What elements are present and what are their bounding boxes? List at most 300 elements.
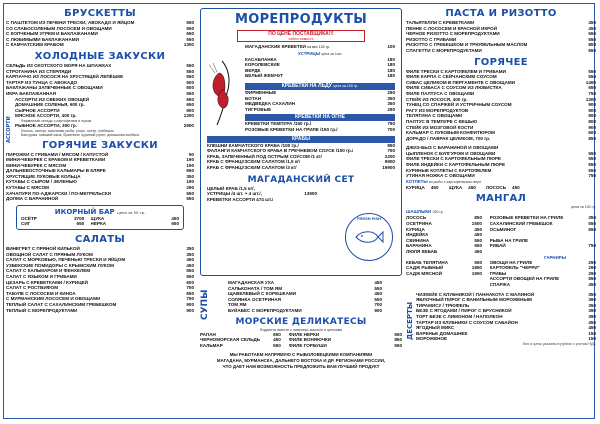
item-description: Бастурма, говяжий язык, буженина, куриный рулет, домашняя колбаса <box>21 132 140 137</box>
item-name: ФИЛЕ ТРЕСКИ С КАРТОФЕЛЕМ И ГРИБАМИ <box>406 68 506 74</box>
item-price: 150 <box>588 330 596 336</box>
item-price: 550 <box>273 342 281 348</box>
stamp-text: FRESH FISH <box>357 216 381 221</box>
item-price: 550 <box>186 274 194 279</box>
item-price: 180 <box>387 56 395 62</box>
item-description: Фирменная сельдь с картофелем и луком <box>21 118 92 123</box>
item-price: 750 <box>588 90 596 96</box>
item-price: 550 <box>186 20 194 25</box>
item-price: 900 <box>186 107 194 113</box>
item-price: 650 <box>588 85 596 91</box>
item-name: БОТАН <box>245 95 262 101</box>
item-price: 650 <box>171 221 179 227</box>
menu-item <box>207 165 395 171</box>
item-name: АССОРТИ ОВОЩЕЙ НА ГРИЛЕ <box>489 276 560 282</box>
item-price: 290 <box>387 89 395 95</box>
seafood-title: МОРЕПРОДУКТЫ <box>234 12 368 27</box>
delicacies-title: МОРСКИЕ ДЕЛИКАТЕСЫ <box>235 316 367 327</box>
item-price: 600 <box>186 85 194 91</box>
item-price: 850 <box>387 142 395 148</box>
item-name: ЩУКА <box>448 184 463 190</box>
item-name: ТЕПЛЫЙ С МОРЕПРОДУКТАМИ <box>6 307 78 313</box>
desserts-list <box>416 292 596 342</box>
item-name: ФИЛЕ ПАЛТУСА С ОВОЩАМИ <box>406 90 475 96</box>
item-name: УСТРИЦЫ /4 шт. + 4 шт./, <box>207 191 262 197</box>
item-name: ГРИБЫ <box>489 270 507 276</box>
item-name: ДОМАШНИЕ СОЛЕНЬЯ, 600 гр. <box>15 102 85 108</box>
item-name: ХРУСТЯЩИЕ ЛУКОВЫЕ КОЛЬЦА <box>6 173 81 179</box>
item-price: 350 <box>186 173 194 179</box>
item-name: МОРОЖЕНОЕ <box>416 336 448 342</box>
item-name: СПАРЖА <box>489 281 511 287</box>
item-name: С ПАШТЕТОМ ИЗ ПЕЧЕНИ ТРЕСКИ, АВОКАДО И ЯЙЦОМ <box>6 20 135 25</box>
item-name: КУТАБЫ С МЯСОМ <box>6 185 50 191</box>
item-name: КАРПАЧЧО ИЗ ЛОСОСЯ НА ХРУСТЯЩЕЙ ЛЕПЁШКЕ <box>6 74 124 80</box>
item-name: СТЕЙК ИЗ МОЗГОВОЙ КОСТИ <box>406 124 474 130</box>
fresh-fish-stamp <box>345 213 393 261</box>
menu-item <box>449 185 476 191</box>
fish-icon <box>354 230 384 244</box>
item-name: ИКРА БАКЛАЖАННАЯ <box>6 90 56 96</box>
item-price: 550 <box>186 196 194 202</box>
item-name: МИНИ-ЧЕБУРЕК С КРАБОМ И КРЕВЕТКАМИ <box>6 157 106 163</box>
grill-list-2 <box>406 260 596 288</box>
left-column <box>6 8 194 313</box>
caviar-note: цена за 50 гр. <box>117 209 146 215</box>
item-name: ЩУКА <box>90 215 105 221</box>
item-name: СТЕЙК ИЗ ЛОСОСЯ, 400 гр. <box>406 96 468 102</box>
item-price: 600 <box>186 279 194 285</box>
item-price: 600 <box>186 79 194 85</box>
item-price: 550 <box>186 25 194 31</box>
bottom-note: Вес и цены указаны в рублях с учетом НДС <box>523 341 596 346</box>
item-price: 290 <box>588 265 596 271</box>
item-name: ОВОЩНОЙ САЛАТ С ПРЯНЫМ ЛУКОМ <box>6 251 93 257</box>
item-name: УТИНАЯ НОЖКА С ОВОЩАМИ <box>406 173 475 179</box>
magadan-set-list <box>207 186 317 203</box>
item-price: 180 <box>387 67 395 73</box>
section-title-hot-mains: ГОРЯЧЕЕ <box>474 56 528 68</box>
item-price: 750 <box>588 173 596 179</box>
item-name: РАГУ ИЗ МОРЕПРОДУКТОВ <box>406 107 469 113</box>
item-price: 450 <box>588 281 596 287</box>
item-name: РОЗОВЫЕ КРЕВЕТКИ НА ГРИЛЕ <box>489 215 564 221</box>
menu-item <box>245 127 395 133</box>
item-name: САЛАТ С РОСТБИФОМ <box>6 285 59 291</box>
item-name: КРАБ С ФРАНЦУЗСКИМ САЛАТОМ /3 кг/ <box>207 164 297 170</box>
item-price: 800 <box>588 118 596 124</box>
item-name: КУРИЦА <box>406 184 425 190</box>
item-name: ЧЕРНОМОРСКАЯ СЕЛЬДЬ <box>200 337 261 343</box>
item-description: Лосось, палтус, масляная рыба, угорь, осетр, гребешок <box>21 128 114 133</box>
item-price: 350 <box>387 101 395 107</box>
item-price: 700 <box>387 126 395 132</box>
item-name: МЕДВЕДКА САХАЛИН <box>245 101 296 107</box>
item-name: С ЛЮБИМЫМИ БАКЛАЖАНАМИ <box>6 36 79 42</box>
item-name: РИБАЙ <box>489 243 506 249</box>
item-price: 450 <box>474 226 482 232</box>
garnish-label: ГАРНИРЫ <box>544 254 566 260</box>
item-name: ФИЛЕ КАРПА С СЕЙЧАНСКИМ СОУСОМ <box>406 74 497 80</box>
item-price: 450 <box>474 249 482 254</box>
item-price: 450 <box>374 291 382 297</box>
item-name: КРЕВЕТКИ АССОРТИ 474 шт./ <box>207 196 274 202</box>
item-name: НЕРКА <box>90 221 107 227</box>
item-name: МАГАДАНСКАЯ УХА <box>228 280 275 285</box>
item-name: БЕЗЕ С ЯГОДАМИ / ПИРОГ С БРУСНИКОЙ <box>416 308 512 314</box>
section-title-bruschetta: БРУСКЕТТЫ <box>64 8 136 19</box>
item-price: 2900 <box>183 122 194 128</box>
item-price: 550 <box>186 74 194 80</box>
item-name: СЫРНОЕ АССОРТИ <box>15 107 60 113</box>
hot-starters-list <box>6 152 194 202</box>
item-price: 1400 <box>585 79 596 85</box>
item-name: РЫБНОЕ АССОРТИ, 300 гр. <box>15 122 77 128</box>
item-name: КРАБ, ЗАПЕЧЕННЫЙ ПОД ОСТРЫМ СОУСОМ /1 кг/ <box>207 153 322 159</box>
caviar-bar <box>16 205 184 230</box>
item-name: ПАЛТУС В ТЕМПУРЕ С КЕШЬЮ <box>406 118 478 124</box>
item-name: СИБАС ЦЕЛИКОМ В ПЕРГАМЕНТЕ С ОВОЩАМИ <box>406 79 516 85</box>
item-name: С МУРМАНСКИМ ЛОСОСЕМ И ОВОЩАМИ <box>6 296 101 302</box>
item-price: 550 <box>588 276 596 282</box>
menu-item <box>228 308 382 314</box>
item-name: КУРИНЫЕ КОТЛЕТЫ С КАРТОФЕЛЕМ <box>406 167 492 173</box>
item-name: КАРТОФЕЛЬ "ЧЕРРИ" <box>489 265 540 271</box>
item-price: 290 <box>588 270 596 276</box>
item-price: 550 <box>588 221 596 227</box>
item-price: 350 <box>588 291 596 297</box>
item-price: 900 <box>588 107 596 113</box>
item-price: 550 <box>588 68 596 74</box>
item-name: ОСЕТРИНА <box>406 221 432 227</box>
item-price: 550 <box>394 331 402 337</box>
item-name: ВАРЕНЬЕ ДОМАШНЕЕ <box>416 330 468 336</box>
delicacies-note: Подаются вместе с лимоном, маслом и гренками <box>259 327 343 332</box>
item-price: 650 <box>186 168 194 174</box>
seafood-panel <box>200 8 402 276</box>
item-name: КАСАБЛАНКА <box>245 56 277 62</box>
item-name: САДЖ МЯСНОЙ <box>406 270 443 276</box>
grill-list <box>406 215 596 254</box>
item-name: МЯСНОЕ АССОРТИ, 400 гр. <box>15 113 77 119</box>
item-price: 450 <box>468 184 476 190</box>
item-name: ЛЮЛЯ КЕБАБ <box>406 249 438 254</box>
section-title-salads: САЛАТЫ <box>74 234 126 246</box>
grill-note: цена за 100 гр. <box>571 205 596 210</box>
item-price: 1900 <box>471 270 482 276</box>
right-column: ПАСТА И РИЗОТТО ТАЛЬЯТЕЛЛИ С КРЕВЕТКАМИ 450 ПЕННЕ С ЛОСОСЕМ И КРАСНОЙ ИКРОЙ 450 ЧЕРНОЕ РИЗОТТО С МОРЕПРОДУКТАМИ 650 РИЗОТТО С ГРИБАМИ 550 РИЗОТТО С ГРЕБЕШКОМ И ТРЮФЕЛЬНЫМ МАСЛОМ 800 СПАГЕТТИ С МОРЕПРОДУКТАМИ 650 ГОРЯЧЕЕ ФИЛЕ ТРЕСКИ С КАРТОФЕЛЕМ И ГРИБАМИ 550 ФИЛЕ КАРПА С СЕЙЧАНСКИМ СОУСОМ 550 СИБАС ЦЕЛИКОМ В ПЕРГАМЕНТЕ С ОВОЩАМИ 1400 ФИЛЕ СИБАСА С СОУСОМ ИЗ ЛЮБИСТКА 650 ФИЛЕ ПАЛТУСА С ОВОЩАМИ 750 СТЕЙК ИЗ ЛОСОСЯ, 400 гр. 1300 ТУНЕЦ СО СПАРЖЕЙ И УСТРИЧНЫМ СОУСОМ 900 РАГУ ИЗ МОРЕПРОДУКТОВ 900 ТЕЛЯТИНА С ОВОЩАМИ 800 ПАЛТУС В ТЕМПУРЕ С КЕШЬЮ 800 СТЕЙК ИЗ МОЗГОВОЙ КОСТИ 900 КАЛЬМАР С ЛУКОВЫМ КОНФИТЮРОМ 600 ДОРАДО / ЛАВРАК ЦЕЛИКОМ, 700 гр. 850 ДЖИЗ-БЫЗ С БАРАНИНОЙ И ОВОЩАМИ ЦЫПЛЕНОК С БУЛГУРОМ И ОВОЩАМИ 550 ФИЛЕ ТРЕСКИ С КАРТОФЕЛЬНЫМ ПЮРЕ 550 ФИЛЕ ИНДЕЙКИ С КАРТОФЕЛЬНЫМ ПЮРЕ 550 КУРИНЫЕ КОТЛЕТЫ С КАРТОФЕЛЕМ 550 УТИНАЯ НОЖКА С ОВОЩАМИ 750 КОТЛЕТЫ из рыбы с картофельным пюре КУРИЦА 450 ЩУКА 450 ЛОСОСЬ 450 МАНГАЛ цена за 100 гр. ШАШЛЫКИ 250 гр. ЛОСОСЬ 850 РОЗОВЫЕ КРЕВЕТКИ НА ГРИЛЕ 350 ОСЕТРИНА 1500 САХАЛИНСКИЙ ГРЕБЕШОК 550 КУРИЦА 450 ОСЬМИНОГ 650 ИНДЕЙКА 450 СВИНИНА 550 РЫБА НА ГРИЛЕ БАРАНИНА 650 РИБАЙ 750 ЛЮЛЯ КЕБАБ 450 ГАРНИРЫ КЕБАБ ТЕЛЯТИНА 550 ОВОЩИ НА ГРИЛЕ 290 САДЖ РЫБНЫЙ 1850 КАРТОФЕЛЬ "ЧЕРРИ" 290 САДЖ МЯСНОЙ 1900 ГРИБЫ 290 АССОРТИ ОВОЩЕЙ НА ГРИЛЕ 550 СПАРЖА 450 ДЕСЕРТЫ ЧИЗКЕЙК С КЛУБНИКОЙ / ПАННАКОТА С МАЛИНОЙ 350 ЯБЛОЧНЫЙ ПИРОГ С ВАНИЛЬНЫМ МОРОЖЕНЫМ 390 ТИРАМИСУ / ТРЮФЕЛЬ 350 БЕЗЕ С ЯГОДАМИ / ПИРОГ С БРУСНИКОЙ 390 ТОРТ БЕЗЕ С ЛИМОНОМ / НАПОЛЕОН 390 ТАРТАР ИЗ КЛУБНИКИ С СОУСОМ САБАЙОН 450 ЯГОДНЫЙ МИКС 450 ВАРЕНЬЕ ДОМАШНЕЕ 150 МОРОЖЕНОЕ 150 Вес и цены указаны в рублях с учетом НДС <box>406 8 596 346</box>
item-name: ВИНЕГРЕТ С ПРЯНОЙ КИЛЬКОЙ <box>6 246 80 252</box>
item-price: 900 <box>588 102 596 108</box>
item-name: ЦЕЛЫЙ КРАБ /1,5 кг/, <box>207 185 255 191</box>
oysters-list <box>245 57 395 79</box>
item-price: 390 <box>588 297 596 303</box>
item-price: 180 <box>387 73 395 79</box>
menu-item <box>245 107 395 113</box>
item-name: ТЕПЛЫЙ САЛАТ С САХАЛИНСКИМ ГРЕБЕШКОМ <box>6 301 117 307</box>
middle-column <box>200 8 402 370</box>
item-name: САЛАТ С МОРКОВЬЮ, ПЕЧЕНЬЮ ТРЕСКИ И ЯЙЦОМ <box>6 257 126 263</box>
item-price: 550 <box>394 342 402 348</box>
item-price: 550 <box>186 62 194 68</box>
item-name: СИГ <box>21 221 31 227</box>
item-price: 3700 <box>73 215 85 221</box>
item-price: 700 <box>374 302 382 308</box>
item-name: ТАЛЬЯТЕЛЛИ С КРЕВЕТКАМИ <box>406 20 475 25</box>
section-title-pasta: ПАСТА И РИЗОТТО <box>445 8 557 19</box>
menu-item-pair <box>200 343 402 349</box>
fire-shrimp-label: КРЕВЕТКИ НА ОГНЕ <box>245 114 395 121</box>
item-price: 750 <box>387 148 395 154</box>
item-price: 190 <box>186 162 194 168</box>
item-name: КРАБ С ФРАНЦУЗСКИМ САЛАТОМ /1,5 кг/ <box>207 159 301 165</box>
item-price: 550 <box>588 150 596 156</box>
menu-item-pair <box>21 221 179 227</box>
item-name: КОРОЛЕВСКИЕ <box>245 62 280 68</box>
section-title-grill: МАНГАЛ <box>475 193 527 205</box>
supplier-price-text: ПО ЦЕНЕ ПОСТАВЩИКА!!! <box>268 31 334 37</box>
item-price: 550 <box>588 74 596 80</box>
menu-item <box>6 308 194 314</box>
item-price: 290 <box>588 259 596 265</box>
menu-item <box>486 185 520 191</box>
item-price: 450 <box>186 262 194 268</box>
item-price: 1300 <box>183 113 194 119</box>
soups-list <box>212 280 402 314</box>
menu-item <box>416 336 596 342</box>
item-price: 650 <box>76 221 85 227</box>
item-price: 900 <box>186 301 194 307</box>
item-price: 1850 <box>471 265 482 271</box>
salads-list <box>6 246 194 313</box>
item-name: ЧИЗКЕЙК С КЛУБНИКОЙ / ПАННАКОТА С МАЛИНОЙ <box>416 291 535 297</box>
item-price: 650 <box>588 226 596 232</box>
item-name: ФИЛЕ СИБАСА С СОУСОМ ИЗ ЛЮБИСТКА <box>406 85 502 91</box>
item-price: 550 <box>374 285 382 291</box>
soups-label: СУПЫ <box>200 289 210 320</box>
supplier-price-sub: себестоимость <box>288 37 314 41</box>
item-price: 450 <box>474 232 482 238</box>
desserts-label: ДЕСЕРТЫ <box>406 301 414 340</box>
item-name: КЛЕШНИ КАМЧАТСКОГО КРАБА /100 гр./ <box>207 142 299 148</box>
item-price: 550 <box>474 237 482 243</box>
item-price: 750 <box>387 121 395 127</box>
item-price: 550 <box>588 36 596 42</box>
item-price: 1300 <box>585 96 596 102</box>
item-price: 9900 <box>384 159 395 165</box>
shrimp-illustration <box>207 59 237 129</box>
item-price: 550 <box>588 156 596 162</box>
item-name: СТРОГАНИНА ИЗ СТЕРЛЯДИ <box>6 68 72 74</box>
item-name: СО СЛАБОСОЛЕНЫМ ЛОСОСЕМ И ОВОЩАМИ <box>6 25 112 31</box>
item-price: 800 <box>588 113 596 119</box>
item-price: 450 <box>588 325 596 331</box>
ice-shrimp-label: КРЕВЕТКИ НА ЛЬДУ <box>281 82 332 89</box>
item-name: ФИЛЕ ГОРБУШИ <box>288 342 327 348</box>
item-name: ТУНЕЦ СО СПАРЖЕЙ И УСТРИЧНЫМ СОУСОМ <box>406 102 512 108</box>
hot-mains-list <box>406 69 596 142</box>
footer-line-1: МЫ РАБОТАЕМ НАПРЯМУЮ С РЫБОЛОВЕЦКИМИ КОМПАНИЯМИ <box>229 352 373 358</box>
item-price: 850 <box>588 135 596 141</box>
item-name: ТОРТ БЕЗЕ С ЛИМОНОМ / НАПОЛЕОН <box>416 313 503 319</box>
footer-line-2: МАГАДАНА, МУРМАНСКА, ДАЛЬНЕГО ВОСТОКА И ДР. РЕГИОНАМИ РОССИИ, <box>216 358 386 364</box>
item-price: 750 <box>588 243 596 249</box>
item-name: ФИЛЕ ИНДЕЙКИ С КАРТОФЕЛЬНЫМ ПЮРЕ <box>406 162 506 168</box>
item-price: 550 <box>186 268 194 274</box>
item-name: ЯГОДНЫЙ МИКС <box>416 325 455 331</box>
item-name: АССОРТИ ИЗ СВЕЖИХ ОВОЩЕЙ <box>15 96 90 102</box>
item-price: 650 <box>474 243 482 249</box>
item-price: 750 <box>186 296 194 302</box>
item-name: ТИРАМИСУ / ТРЮФЕЛЬ <box>416 302 470 308</box>
item-name: ОСЬМИНОГ <box>489 226 517 232</box>
item-name: ЦЕЗАРЬ С КРЕВЕТКАМИ / КУРИЦЕЙ <box>6 279 88 285</box>
menu-item-pair <box>406 282 596 288</box>
item-price: 450 <box>273 337 281 343</box>
stew-list <box>406 145 596 179</box>
item-name: САЛАТ С КАЛЬМАРОМ И ФЕНХЕЛЕМ <box>6 268 91 274</box>
item-price: 180 <box>387 62 395 68</box>
item-price: 850 <box>474 215 482 221</box>
item-name: ЩАВЕЛЕВЫЙ С КОРЕШКАМИ <box>228 291 297 297</box>
item-price: 650 <box>186 102 194 108</box>
item-price: 190 <box>186 179 194 185</box>
item-price: 450 <box>374 280 382 285</box>
item-name: РИЗОТТО С ГРЕБЕШКОМ И ТРЮФЕЛЬНЫМ МАСЛОМ <box>406 42 528 48</box>
item-name: ДОЛМА С БАРАНИНОЙ <box>6 196 59 202</box>
item-price: 650 <box>186 31 194 37</box>
desserts-block <box>406 292 596 342</box>
item-price: 550 <box>588 162 596 168</box>
item-name: ТАРТАР ИЗ ТУНЦА С АВОКАДО <box>6 79 78 85</box>
item-name: ЦЫПЛЕНОК С БУЛГУРОМ И ОВОЩАМИ <box>406 150 496 156</box>
item-name: СПАГЕТТИ С МОРЕПРОДУКТАМИ <box>406 47 482 53</box>
fire-shrimp-list <box>245 121 395 132</box>
soups-block <box>200 280 402 320</box>
item-name: ПЕННЕ С ЛОСОСЕМ И КРАСНОЙ ИКРОЙ <box>406 25 498 31</box>
item-name: БАРАНИНА <box>406 243 432 249</box>
magadan-set-title: МАГАДАНСКИЙ СЕТ <box>247 174 355 185</box>
item-name: РЫБА НА ГРИЛЕ <box>489 237 529 243</box>
item-name: КРЕВЕТКИ ТЕМПУРА /150 гр./ <box>245 121 312 127</box>
item-price: 450 <box>588 20 596 25</box>
item-name: ЯБЛОЧНЫЙ ПИРОГ С ВАНИЛЬНЫМ МОРОЖЕНЫМ <box>416 297 532 303</box>
item-price: 19900 <box>382 164 395 170</box>
item-name: БЕЛЫЙ ЖЕМЧУГ <box>245 73 284 79</box>
item-price: 450 <box>588 25 596 31</box>
item-name: ТОМ ЯМ <box>228 302 247 308</box>
item-price: 900 <box>374 307 382 313</box>
item-price: 2200 <box>384 153 395 159</box>
oysters-label: УСТРИЦЫ <box>297 50 321 56</box>
assorti-block <box>6 96 194 143</box>
item-name: КУРИЦА <box>406 226 425 232</box>
item-name: МИНИ-ЧЕБУРЕК С МЯСОМ <box>6 162 67 168</box>
menu-item <box>207 197 317 203</box>
section-title-cold: ХОЛОДНЫЕ ЗАКУСКИ <box>34 50 166 62</box>
item-name: ИНДЕЙКА <box>406 232 429 238</box>
item-name: ЛОСОСЬ <box>485 184 507 190</box>
supplier-price-banner <box>237 30 365 42</box>
item-name: ОСЁТР <box>21 215 37 221</box>
item-price: 550 <box>588 167 596 173</box>
item-name: ДЖИЗ-БЫЗ С БАРАНИНОЙ И ОВОЩАМИ <box>406 145 499 151</box>
item-name: СЕЛЬДЬ ИЗ ОХОТСКОГО МОРЯ НА ШПАЖКАХ <box>6 62 112 68</box>
item-price: 650 <box>588 31 596 37</box>
item-name: С КОПЧЕНЫМ УГРЕМ И БАКЛАЖАНАМИ <box>6 31 98 37</box>
item-price: 190 <box>186 157 194 163</box>
item-price: 450 <box>430 184 439 190</box>
shrimp-top: МАГАДАНСКИЕ КРЕВЕТКИ на вес 100 гр. 100 <box>245 44 395 49</box>
item-name: ФАЛАНГИ КАМЧАТСКОГО КРАБА В ГРЕЧНЕВОМ СОУСЕ /100 гр./ <box>207 148 354 154</box>
item-name: ТАБУЛЕ С ЛОСОСЕМ И КИНОА <box>6 290 76 296</box>
item-price: 750 <box>186 285 194 291</box>
assorti-label: АССОРТИ <box>6 115 12 143</box>
item-name: БУЙАБЕС С МОРЕПРОДУКТАМИ <box>228 307 302 313</box>
item-price: 390 <box>588 308 596 314</box>
item-price: 50 <box>188 151 194 157</box>
item-price: 350 <box>387 95 395 101</box>
item-name: РАПАН <box>200 331 216 337</box>
assorti-list <box>15 97 194 137</box>
item-name: ВЕРДЕ <box>245 67 261 73</box>
item-price: 550 <box>186 36 194 42</box>
item-price: 150 <box>588 336 596 342</box>
item-price: 350 <box>186 251 194 257</box>
item-price: 1500 <box>471 221 482 227</box>
item-name: ДАЛЬНЕВОСТОЧНЫЕ КАЛЬМАРЫ В КЛЯРЕ <box>6 168 106 174</box>
item-name: САЛЬКОНАТА / ТОМ ЯМ <box>228 285 283 291</box>
item-price: 290 <box>186 185 194 191</box>
menu-item <box>6 196 194 202</box>
caviar-list <box>21 216 179 227</box>
item-price: 900 <box>588 124 596 130</box>
item-price: 350 <box>186 246 194 252</box>
item-price: 1300 <box>183 42 194 48</box>
shashlik-label: ШАШЛЫКИ <box>406 209 432 215</box>
item-name: ТАРТАР ИЗ КЛУБНИКИ С СОУСОМ САБАЙОН <box>416 319 518 325</box>
item-price: 550 <box>186 68 194 74</box>
item-price: 290 <box>387 106 395 112</box>
item-price: 650 <box>588 47 596 53</box>
cold-list <box>6 63 194 97</box>
item-name: КАЛЬМАР С ЛУКОВЫМ КОНФИТЮРОМ <box>406 130 495 136</box>
item-name: БАКЛАЖАНЫ ЗАПЕЧЕННЫЕ С ОВОЩАМИ <box>6 85 103 91</box>
item-price: 550 <box>474 259 482 265</box>
item-name: КАЛЬМАР <box>200 342 223 348</box>
ice-shrimp-list <box>245 90 395 112</box>
item-price: 600 <box>588 130 596 136</box>
item-name: УЗБЕКСКИЕ ПОМИДОРЫ С КРЫМСКИМ ЛУКОМ <box>6 262 114 268</box>
item-name: ХАЧАПУРИ ПО-АДЖАРСКИ / ПО-МЕГРЕЛЬСКИ <box>6 190 112 196</box>
crabs-label: КРАБЫ <box>207 136 395 143</box>
section-title-hot-starters: ГОРЯЧИЕ ЗАКУСКИ <box>42 139 158 151</box>
item-price: 550 <box>374 296 382 302</box>
item-price: 13900 <box>304 191 317 197</box>
item-price: 450 <box>171 215 179 221</box>
footer-line-3: ЧТО ДАЕТ НАМ ВОЗМОЖНОСТЬ ПРЕДЛОЖИТЬ ВАМ ЛУЧШИЙ ПРОДУКТ <box>222 364 380 370</box>
pasta-list <box>406 20 596 54</box>
item-name: КЕБАБ ТЕЛЯТИНА <box>406 259 449 265</box>
item-price: 390 <box>588 313 596 319</box>
item-name: ЛОСОСЬ <box>406 215 427 221</box>
item-name: РИЗОТТО С ГРИБАМИ <box>406 36 457 42</box>
item-price: 450 <box>186 257 194 263</box>
item-name: ФИЛЕ ТРЕСКИ С КАРТОФЕЛЬНЫМ ПЮРЕ <box>406 156 501 162</box>
footer-block <box>200 352 402 370</box>
item-name: ФИЛЕ ВОНЯЮЧКИ <box>288 337 332 343</box>
delicacies-list <box>200 332 402 349</box>
